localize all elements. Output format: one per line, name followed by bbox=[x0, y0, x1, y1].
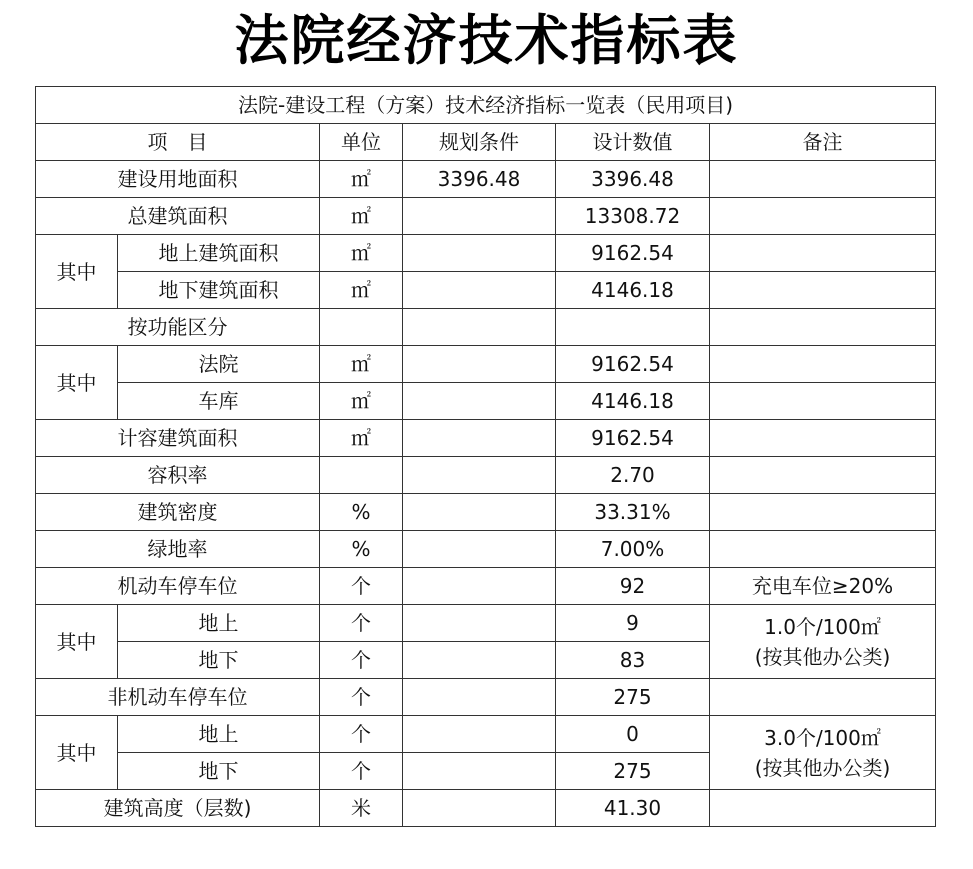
row-planning bbox=[403, 309, 556, 346]
tech-indicator-table bbox=[35, 86, 936, 827]
row-unit: % bbox=[320, 494, 403, 531]
row-planning bbox=[403, 531, 556, 568]
row-note bbox=[710, 235, 936, 272]
row-planning bbox=[403, 235, 556, 272]
row-unit: 米 bbox=[320, 790, 403, 827]
row-label: 容积率 bbox=[36, 457, 320, 494]
row-note bbox=[710, 420, 936, 457]
note-line: 3.0个/100㎡ bbox=[764, 725, 881, 750]
row-planning bbox=[403, 605, 556, 642]
row-design: 9162.54 bbox=[556, 346, 710, 383]
row-unit: 个 bbox=[320, 753, 403, 790]
row-design: 4146.18 bbox=[556, 272, 710, 309]
row-planning bbox=[403, 420, 556, 457]
row-note bbox=[710, 605, 936, 679]
row-note bbox=[710, 716, 936, 790]
row-unit: ㎡ bbox=[320, 272, 403, 309]
group-label: 其中 bbox=[36, 235, 118, 309]
table-header-row bbox=[36, 124, 936, 161]
header-note: 备注 bbox=[710, 124, 936, 161]
header-design: 设计数值 bbox=[556, 124, 710, 161]
table-row bbox=[36, 605, 936, 642]
table-row bbox=[36, 457, 936, 494]
header-item: 项 目 bbox=[36, 124, 320, 161]
row-unit: ㎡ bbox=[320, 420, 403, 457]
row-unit: 个 bbox=[320, 605, 403, 642]
row-unit: 个 bbox=[320, 568, 403, 605]
header-unit: 单位 bbox=[320, 124, 403, 161]
row-unit: ㎡ bbox=[320, 235, 403, 272]
group-label: 其中 bbox=[36, 605, 118, 679]
row-label: 按功能区分 bbox=[36, 309, 320, 346]
row-design: 33.31% bbox=[556, 494, 710, 531]
row-design: 275 bbox=[556, 679, 710, 716]
row-label: 总建筑面积 bbox=[36, 198, 320, 235]
header-planning: 规划条件 bbox=[403, 124, 556, 161]
row-design: 13308.72 bbox=[556, 198, 710, 235]
row-unit: % bbox=[320, 531, 403, 568]
row-label: 地下建筑面积 bbox=[118, 272, 320, 309]
note-line: 1.0个/100㎡ bbox=[764, 614, 881, 639]
note-line: (按其他办公类) bbox=[754, 755, 891, 780]
row-unit bbox=[320, 457, 403, 494]
row-note bbox=[710, 272, 936, 309]
row-planning bbox=[403, 790, 556, 827]
table-row bbox=[36, 420, 936, 457]
table-row bbox=[36, 235, 936, 272]
row-note bbox=[710, 383, 936, 420]
table-row bbox=[36, 790, 936, 827]
row-planning bbox=[403, 753, 556, 790]
row-design: 92 bbox=[556, 568, 710, 605]
row-note bbox=[710, 679, 936, 716]
row-note bbox=[710, 161, 936, 198]
table-row bbox=[36, 272, 936, 309]
row-planning bbox=[403, 383, 556, 420]
row-unit bbox=[320, 309, 403, 346]
row-label: 建筑高度（层数) bbox=[36, 790, 320, 827]
row-label: 地下 bbox=[118, 753, 320, 790]
row-unit: ㎡ bbox=[320, 346, 403, 383]
group-label: 其中 bbox=[36, 346, 118, 420]
row-note bbox=[710, 198, 936, 235]
table-row bbox=[36, 716, 936, 753]
table-row bbox=[36, 568, 936, 605]
row-note bbox=[710, 457, 936, 494]
row-unit: ㎡ bbox=[320, 383, 403, 420]
note-line: (按其他办公类) bbox=[754, 644, 891, 669]
row-label: 地上建筑面积 bbox=[118, 235, 320, 272]
row-design: 275 bbox=[556, 753, 710, 790]
row-label: 机动车停车位 bbox=[36, 568, 320, 605]
table-row bbox=[36, 309, 936, 346]
group-label: 其中 bbox=[36, 716, 118, 790]
row-planning bbox=[403, 716, 556, 753]
row-label: 法院 bbox=[118, 346, 320, 383]
table-row bbox=[36, 161, 936, 198]
row-design: 3396.48 bbox=[556, 161, 710, 198]
row-design: 9 bbox=[556, 605, 710, 642]
row-unit: 个 bbox=[320, 642, 403, 679]
row-design: 2.70 bbox=[556, 457, 710, 494]
row-note bbox=[710, 346, 936, 383]
row-design: 41.30 bbox=[556, 790, 710, 827]
row-design: 0 bbox=[556, 716, 710, 753]
row-planning bbox=[403, 272, 556, 309]
row-note bbox=[710, 494, 936, 531]
row-note bbox=[710, 790, 936, 827]
row-planning bbox=[403, 198, 556, 235]
row-design: 4146.18 bbox=[556, 383, 710, 420]
row-unit: 个 bbox=[320, 716, 403, 753]
page-title: 法院经济技术指标表 bbox=[234, 9, 739, 72]
row-design bbox=[556, 309, 710, 346]
row-label: 非机动车停车位 bbox=[36, 679, 320, 716]
row-label: 建设用地面积 bbox=[36, 161, 320, 198]
row-note bbox=[710, 309, 936, 346]
table-row bbox=[36, 679, 936, 716]
table-row bbox=[36, 198, 936, 235]
row-label: 地上 bbox=[118, 716, 320, 753]
row-unit: ㎡ bbox=[320, 161, 403, 198]
row-label: 绿地率 bbox=[36, 531, 320, 568]
row-label: 车库 bbox=[118, 383, 320, 420]
row-design: 9162.54 bbox=[556, 235, 710, 272]
row-design: 9162.54 bbox=[556, 420, 710, 457]
row-design: 7.00% bbox=[556, 531, 710, 568]
row-planning bbox=[403, 346, 556, 383]
row-design: 83 bbox=[556, 642, 710, 679]
row-planning bbox=[403, 494, 556, 531]
row-label: 地下 bbox=[118, 642, 320, 679]
row-planning bbox=[403, 568, 556, 605]
table-row bbox=[36, 494, 936, 531]
row-planning bbox=[403, 457, 556, 494]
table-row bbox=[36, 531, 936, 568]
row-label: 地上 bbox=[118, 605, 320, 642]
row-note: 充电车位≥20% bbox=[710, 568, 936, 605]
row-planning bbox=[403, 679, 556, 716]
row-unit: 个 bbox=[320, 679, 403, 716]
table-caption-row bbox=[36, 87, 936, 124]
row-planning bbox=[403, 642, 556, 679]
row-label: 建筑密度 bbox=[36, 494, 320, 531]
table-row bbox=[36, 346, 936, 383]
row-label: 计容建筑面积 bbox=[36, 420, 320, 457]
row-planning: 3396.48 bbox=[403, 161, 556, 198]
row-note bbox=[710, 531, 936, 568]
row-unit: ㎡ bbox=[320, 198, 403, 235]
table-row bbox=[36, 383, 936, 420]
table-caption: 法院-建设工程（方案）技术经济指标一览表（民用项目) bbox=[36, 87, 936, 124]
